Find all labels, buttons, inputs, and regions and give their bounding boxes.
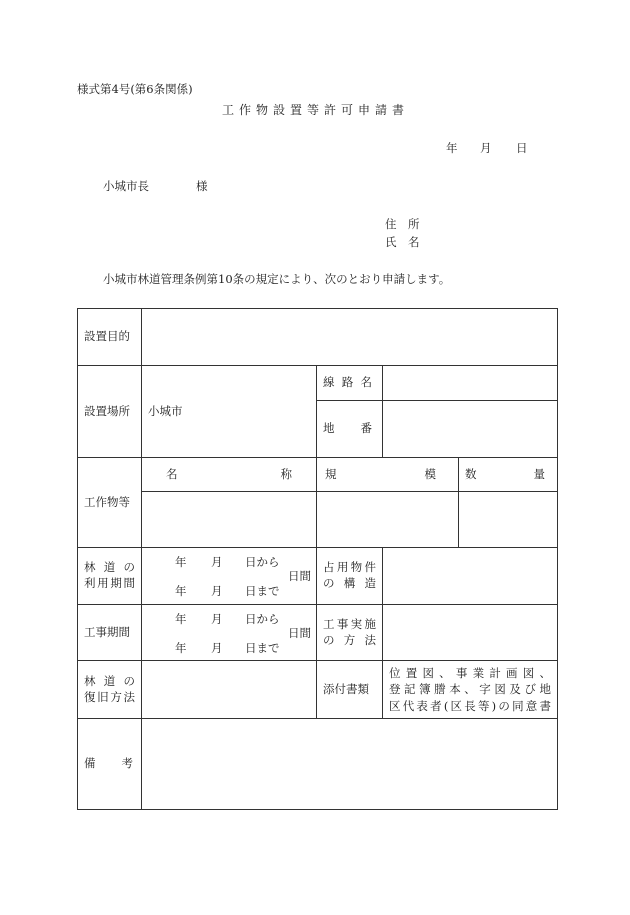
location-field[interactable] — [142, 366, 317, 458]
location-label: 設置場所 — [78, 366, 142, 458]
lot-number-field[interactable] — [383, 401, 558, 458]
name-label: 氏 名 — [385, 235, 420, 249]
attachments-label: 添付書類 — [317, 661, 383, 719]
structure-scale-field[interactable] — [317, 492, 459, 548]
col-name-header: 名 称 — [142, 458, 317, 492]
occupied-structure-label: 占用物件 の構造 — [317, 548, 383, 605]
col-scale-header: 規 模 — [317, 458, 459, 492]
construction-method-label: 工事実施 の方法 — [317, 605, 383, 661]
document-title: 工作物設置等許可申請書 — [222, 103, 410, 117]
addressee: 小城市長 — [103, 179, 149, 193]
construction-period-label: 工事期間 — [78, 605, 142, 661]
construction-period-field[interactable]: 年 月 日から 日間 年 月 日まで — [142, 605, 317, 661]
purpose-field[interactable] — [142, 309, 558, 366]
restoration-label: 林道の 復旧方法 — [78, 661, 142, 719]
form-number: 様式第4号(第6条関係) — [77, 82, 193, 96]
application-table — [77, 308, 558, 810]
lot-number-label: 地番 — [317, 401, 383, 458]
route-name-label: 線路名 — [317, 366, 383, 401]
attachments-value: 位置図、事業計画図、 登記簿謄本、字図及び地 区代表者(区長等)の同意書 — [383, 661, 558, 719]
construction-method-field[interactable] — [383, 605, 558, 661]
date-year: 年 — [446, 141, 458, 155]
structure-quantity-field[interactable] — [459, 492, 558, 548]
remarks-label: 備 考 — [78, 719, 142, 810]
usage-period-field[interactable]: 年 月 日から 日間 年 月 日まで — [142, 548, 317, 605]
col-quantity-header: 数 量 — [459, 458, 558, 492]
usage-period-label: 林道の 利用期間 — [78, 548, 142, 605]
purpose-label: 設置目的 — [78, 309, 142, 366]
date-month: 月 — [480, 141, 492, 155]
remarks-field[interactable] — [142, 719, 558, 810]
address-label: 住 所 — [385, 217, 420, 231]
restoration-field[interactable] — [142, 661, 317, 719]
occupied-structure-field[interactable] — [383, 548, 558, 605]
statement: 小城市林道管理条例第10条の規定により、次のとおり申請します。 — [103, 272, 451, 286]
structure-label: 工作物等 — [78, 458, 142, 548]
date-day: 日 — [516, 141, 528, 155]
honorific: 様 — [196, 179, 208, 193]
location-value: 小城市 — [148, 403, 183, 418]
route-name-field[interactable] — [383, 366, 558, 401]
structure-name-field[interactable] — [142, 492, 317, 548]
